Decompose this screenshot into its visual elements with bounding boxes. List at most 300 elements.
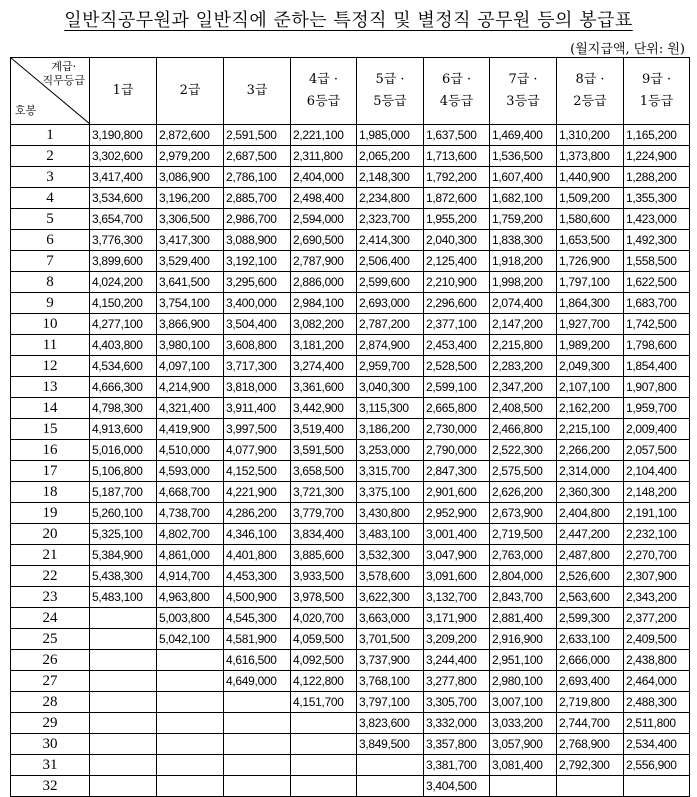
- salary-cell: 5,325,100: [90, 524, 157, 545]
- step-number-cell: 29: [11, 713, 90, 734]
- salary-cell: 3,375,100: [357, 482, 424, 503]
- salary-cell: 3,007,100: [490, 692, 557, 713]
- salary-cell: 3,132,700: [424, 587, 490, 608]
- salary-cell: 3,209,200: [424, 629, 490, 650]
- step-number-cell: 21: [11, 545, 90, 566]
- salary-cell: 2,787,900: [291, 251, 357, 272]
- step-number-cell: 20: [11, 524, 90, 545]
- salary-cell: 4,666,300: [90, 377, 157, 398]
- salary-cell: 3,047,900: [424, 545, 490, 566]
- salary-cell: 2,594,000: [291, 209, 357, 230]
- step-number-cell: 4: [11, 188, 90, 209]
- salary-cell: 2,377,100: [424, 314, 490, 335]
- salary-cell: 3,834,400: [291, 524, 357, 545]
- salary-cell: 2,404,800: [557, 503, 624, 524]
- salary-cell: 3,532,300: [357, 545, 424, 566]
- salary-cell: 2,693,000: [357, 293, 424, 314]
- salary-cell: 2,466,800: [490, 419, 557, 440]
- salary-cell: 3,253,000: [357, 440, 424, 461]
- salary-cell: 3,244,400: [424, 650, 490, 671]
- salary-cell: 2,296,600: [424, 293, 490, 314]
- column-header-line: 9급 ·: [641, 72, 672, 87]
- table-row: [11, 776, 690, 797]
- salary-cell: 2,360,300: [557, 482, 624, 503]
- salary-cell: 3,529,400: [157, 251, 224, 272]
- salary-cell: 3,417,300: [157, 230, 224, 251]
- salary-cell: 4,798,300: [90, 398, 157, 419]
- salary-cell: 4,401,800: [224, 545, 291, 566]
- salary-cell: 3,779,700: [291, 503, 357, 524]
- salary-cell: 5,384,900: [90, 545, 157, 566]
- salary-cell: 4,510,000: [157, 440, 224, 461]
- salary-cell: 2,792,300: [557, 755, 624, 776]
- salary-cell: 3,701,500: [357, 629, 424, 650]
- salary-cell: 2,984,100: [291, 293, 357, 314]
- table-row: [11, 335, 690, 356]
- salary-cell: 2,210,900: [424, 272, 490, 293]
- salary-cell: 2,673,900: [490, 503, 557, 524]
- salary-cell: 2,719,800: [557, 692, 624, 713]
- salary-cell: 3,754,100: [157, 293, 224, 314]
- step-number-cell: 13: [11, 377, 90, 398]
- salary-cell: 5,042,100: [157, 629, 224, 650]
- salary-cell: [357, 776, 424, 797]
- salary-cell: 2,886,000: [291, 272, 357, 293]
- salary-cell: 4,150,200: [90, 293, 157, 314]
- step-number-cell: 1: [11, 125, 90, 146]
- column-header-line: 6등급: [306, 94, 341, 109]
- salary-cell: 5,016,000: [90, 440, 157, 461]
- salary-cell: 2,215,100: [557, 419, 624, 440]
- salary-cell: 2,404,000: [291, 167, 357, 188]
- salary-cell: 2,626,200: [490, 482, 557, 503]
- salary-cell: 3,885,600: [291, 545, 357, 566]
- salary-cell: 3,911,400: [224, 398, 291, 419]
- column-header-line: 5급 ·: [375, 72, 405, 87]
- salary-cell: 2,447,200: [557, 524, 624, 545]
- salary-cell: 2,959,700: [357, 356, 424, 377]
- table-row: [11, 692, 690, 713]
- salary-cell: 2,408,500: [490, 398, 557, 419]
- salary-cell: 2,687,500: [224, 146, 291, 167]
- salary-cell: 2,347,200: [490, 377, 557, 398]
- salary-cell: [357, 755, 424, 776]
- salary-cell: 2,414,300: [357, 230, 424, 251]
- column-header-line: 3급: [246, 83, 268, 98]
- salary-cell: [157, 671, 224, 692]
- salary-cell: 4,097,100: [157, 356, 224, 377]
- salary-cell: 1,440,900: [557, 167, 624, 188]
- step-number-cell: 25: [11, 629, 90, 650]
- salary-cell: 5,438,300: [90, 566, 157, 587]
- salary-cell: 2,506,400: [357, 251, 424, 272]
- salary-cell: 3,274,400: [291, 356, 357, 377]
- salary-cell: 3,483,100: [357, 524, 424, 545]
- salary-cell: 3,534,600: [90, 188, 157, 209]
- salary-cell: 4,545,300: [224, 608, 291, 629]
- salary-cell: [224, 713, 291, 734]
- salary-cell: 1,989,200: [557, 335, 624, 356]
- salary-cell: 1,423,000: [624, 209, 690, 230]
- salary-cell: 4,738,700: [157, 503, 224, 524]
- table-row: [11, 503, 690, 524]
- salary-cell: 2,872,600: [157, 125, 224, 146]
- salary-cell: 2,768,900: [557, 734, 624, 755]
- salary-cell: 3,797,100: [357, 692, 424, 713]
- salary-cell: 2,744,700: [557, 713, 624, 734]
- salary-cell: 4,616,500: [224, 650, 291, 671]
- salary-cell: 3,332,000: [424, 713, 490, 734]
- column-header: [224, 58, 291, 125]
- salary-cell: 2,881,400: [490, 608, 557, 629]
- salary-cell: 2,847,300: [424, 461, 490, 482]
- salary-cell: 2,107,100: [557, 377, 624, 398]
- table-row: [11, 419, 690, 440]
- salary-cell: 1,872,600: [424, 188, 490, 209]
- table-row: [11, 629, 690, 650]
- salary-cell: 2,307,900: [624, 566, 690, 587]
- salary-cell: 3,721,300: [291, 482, 357, 503]
- salary-cell: 4,593,000: [157, 461, 224, 482]
- salary-cell: 3,818,000: [224, 377, 291, 398]
- step-number-cell: 12: [11, 356, 90, 377]
- salary-cell: 1,838,300: [490, 230, 557, 251]
- salary-cell: 2,666,000: [557, 650, 624, 671]
- salary-cell: 4,286,200: [224, 503, 291, 524]
- salary-cell: 4,802,700: [157, 524, 224, 545]
- salary-cell: 4,963,800: [157, 587, 224, 608]
- salary-cell: 2,323,700: [357, 209, 424, 230]
- salary-cell: 2,049,300: [557, 356, 624, 377]
- salary-cell: 1,580,600: [557, 209, 624, 230]
- salary-cell: [90, 608, 157, 629]
- salary-cell: 3,033,200: [490, 713, 557, 734]
- table-row: [11, 671, 690, 692]
- salary-cell: 4,059,500: [291, 629, 357, 650]
- salary-cell: 2,009,400: [624, 419, 690, 440]
- salary-cell: 1,998,200: [490, 272, 557, 293]
- step-number-cell: 3: [11, 167, 90, 188]
- salary-cell: 3,717,300: [224, 356, 291, 377]
- salary-cell: 3,196,200: [157, 188, 224, 209]
- salary-cell: 2,665,800: [424, 398, 490, 419]
- salary-cell: 3,381,700: [424, 755, 490, 776]
- salary-cell: [90, 713, 157, 734]
- table-row: [11, 524, 690, 545]
- salary-cell: 3,186,200: [357, 419, 424, 440]
- salary-cell: 3,663,000: [357, 608, 424, 629]
- salary-cell: 5,106,800: [90, 461, 157, 482]
- table-row: [11, 482, 690, 503]
- table-row: [11, 293, 690, 314]
- salary-cell: [90, 776, 157, 797]
- salary-cell: 4,913,600: [90, 419, 157, 440]
- salary-cell: 2,221,100: [291, 125, 357, 146]
- step-number-cell: 5: [11, 209, 90, 230]
- salary-cell: 2,874,900: [357, 335, 424, 356]
- salary-cell: [291, 776, 357, 797]
- salary-cell: 1,918,200: [490, 251, 557, 272]
- salary-cell: 2,885,700: [224, 188, 291, 209]
- salary-cell: 1,469,400: [490, 125, 557, 146]
- salary-cell: 2,979,200: [157, 146, 224, 167]
- salary-cell: 2,591,500: [224, 125, 291, 146]
- salary-cell: [557, 776, 624, 797]
- step-number-cell: 17: [11, 461, 90, 482]
- page-title-text: 일반직공무원과 일반직에 준하는 특정직 및 별정직 공무원 등의 봉급표: [64, 10, 633, 31]
- salary-cell: 2,693,400: [557, 671, 624, 692]
- table-row: [11, 587, 690, 608]
- salary-cell: 2,125,400: [424, 251, 490, 272]
- table-row: [11, 125, 690, 146]
- table-row: [11, 146, 690, 167]
- salary-cell: 1,310,200: [557, 125, 624, 146]
- salary-cell: 3,823,600: [357, 713, 424, 734]
- salary-cell: 3,181,200: [291, 335, 357, 356]
- salary-cell: 2,843,700: [490, 587, 557, 608]
- column-header: [424, 58, 490, 125]
- salary-cell: 4,152,500: [224, 461, 291, 482]
- salary-cell: 3,417,400: [90, 167, 157, 188]
- salary-cell: [224, 692, 291, 713]
- salary-cell: 2,488,300: [624, 692, 690, 713]
- salary-cell: [90, 755, 157, 776]
- salary-cell: 4,077,900: [224, 440, 291, 461]
- salary-cell: [291, 755, 357, 776]
- salary-cell: 3,737,900: [357, 650, 424, 671]
- table-row: [11, 251, 690, 272]
- salary-cell: 4,277,100: [90, 314, 157, 335]
- salary-cell: 4,321,400: [157, 398, 224, 419]
- salary-cell: 3,305,700: [424, 692, 490, 713]
- salary-cell: 5,260,100: [90, 503, 157, 524]
- salary-cell: 4,092,500: [291, 650, 357, 671]
- salary-cell: 4,668,700: [157, 482, 224, 503]
- salary-cell: 2,804,000: [490, 566, 557, 587]
- salary-cell: 2,487,800: [557, 545, 624, 566]
- table-row: [11, 230, 690, 251]
- salary-cell: 3,933,500: [291, 566, 357, 587]
- step-number-cell: 2: [11, 146, 90, 167]
- salary-cell: 4,151,700: [291, 692, 357, 713]
- salary-cell: 2,786,100: [224, 167, 291, 188]
- salary-cell: 2,951,100: [490, 650, 557, 671]
- salary-cell: 4,024,200: [90, 272, 157, 293]
- salary-cell: 2,270,700: [624, 545, 690, 566]
- step-number-cell: 14: [11, 398, 90, 419]
- salary-cell: 1,907,800: [624, 377, 690, 398]
- table-body: [11, 125, 690, 797]
- salary-cell: 4,914,700: [157, 566, 224, 587]
- table-row: [11, 461, 690, 482]
- salary-cell: 4,214,900: [157, 377, 224, 398]
- salary-cell: 3,997,500: [224, 419, 291, 440]
- salary-cell: 1,955,200: [424, 209, 490, 230]
- salary-cell: 3,086,900: [157, 167, 224, 188]
- table-row: [11, 440, 690, 461]
- salary-cell: 2,498,400: [291, 188, 357, 209]
- table-row: [11, 356, 690, 377]
- salary-cell: 2,409,500: [624, 629, 690, 650]
- step-number-cell: 27: [11, 671, 90, 692]
- salary-cell: 3,430,800: [357, 503, 424, 524]
- salary-cell: 1,373,800: [557, 146, 624, 167]
- salary-cell: 1,607,400: [490, 167, 557, 188]
- salary-cell: [157, 713, 224, 734]
- salary-cell: 5,003,800: [157, 608, 224, 629]
- salary-cell: [157, 755, 224, 776]
- salary-cell: 3,654,700: [90, 209, 157, 230]
- salary-cell: 1,536,500: [490, 146, 557, 167]
- salary-cell: 3,171,900: [424, 608, 490, 629]
- salary-cell: 2,040,300: [424, 230, 490, 251]
- step-number-cell: 26: [11, 650, 90, 671]
- salary-cell: 2,730,000: [424, 419, 490, 440]
- salary-cell: [90, 629, 157, 650]
- column-header: [624, 58, 690, 125]
- salary-cell: 3,591,500: [291, 440, 357, 461]
- salary-cell: 2,526,600: [557, 566, 624, 587]
- step-number-cell: 19: [11, 503, 90, 524]
- salary-cell: 4,534,600: [90, 356, 157, 377]
- step-number-cell: 22: [11, 566, 90, 587]
- table-row: [11, 608, 690, 629]
- step-number-cell: 30: [11, 734, 90, 755]
- salary-cell: 1,637,500: [424, 125, 490, 146]
- salary-cell: 2,074,400: [490, 293, 557, 314]
- salary-cell: 4,122,800: [291, 671, 357, 692]
- step-number-cell: 15: [11, 419, 90, 440]
- salary-cell: [157, 692, 224, 713]
- salary-cell: 3,190,800: [90, 125, 157, 146]
- salary-cell: 3,658,500: [291, 461, 357, 482]
- salary-cell: 1,288,200: [624, 167, 690, 188]
- salary-cell: 1,224,900: [624, 146, 690, 167]
- salary-cell: [224, 776, 291, 797]
- step-number-cell: 18: [11, 482, 90, 503]
- salary-cell: 1,653,500: [557, 230, 624, 251]
- salary-cell: [90, 692, 157, 713]
- column-header-line: 2급: [179, 83, 201, 98]
- salary-cell: 4,649,000: [224, 671, 291, 692]
- step-number-cell: 8: [11, 272, 90, 293]
- salary-cell: 1,726,900: [557, 251, 624, 272]
- salary-cell: 3,849,500: [357, 734, 424, 755]
- step-number-cell: 7: [11, 251, 90, 272]
- salary-cell: 2,790,000: [424, 440, 490, 461]
- table-row: [11, 188, 690, 209]
- salary-cell: [157, 776, 224, 797]
- salary-cell: 2,901,600: [424, 482, 490, 503]
- salary-cell: 1,797,100: [557, 272, 624, 293]
- salary-cell: 3,001,400: [424, 524, 490, 545]
- column-header: [157, 58, 224, 125]
- table-row: [11, 377, 690, 398]
- salary-cell: 1,864,300: [557, 293, 624, 314]
- salary-cell: 4,346,100: [224, 524, 291, 545]
- salary-cell: 3,768,100: [357, 671, 424, 692]
- salary-cell: 2,191,100: [624, 503, 690, 524]
- salary-cell: 3,192,100: [224, 251, 291, 272]
- step-number-cell: 10: [11, 314, 90, 335]
- salary-cell: 2,980,100: [490, 671, 557, 692]
- salary-cell: 1,492,300: [624, 230, 690, 251]
- column-header-line: 2등급: [573, 94, 607, 109]
- column-header-line: 5등급: [373, 94, 407, 109]
- salary-cell: 1,959,700: [624, 398, 690, 419]
- column-header-line: 1급: [112, 83, 134, 98]
- salary-cell: 2,599,300: [557, 608, 624, 629]
- step-number-cell: 16: [11, 440, 90, 461]
- salary-cell: 4,020,700: [291, 608, 357, 629]
- column-header-line: 7급 ·: [508, 72, 538, 87]
- salary-cell: 2,057,500: [624, 440, 690, 461]
- salary-cell: [224, 755, 291, 776]
- salary-cell: 2,343,200: [624, 587, 690, 608]
- salary-cell: 3,978,500: [291, 587, 357, 608]
- salary-cell: 2,534,400: [624, 734, 690, 755]
- salary-cell: 4,403,800: [90, 335, 157, 356]
- table-row: [11, 734, 690, 755]
- salary-cell: 2,283,200: [490, 356, 557, 377]
- salary-cell: 3,504,400: [224, 314, 291, 335]
- corner-header-cell: [11, 58, 90, 125]
- table-row: [11, 314, 690, 335]
- column-header: [291, 58, 357, 125]
- salary-cell: [90, 734, 157, 755]
- salary-cell: 3,091,600: [424, 566, 490, 587]
- salary-cell: 1,798,600: [624, 335, 690, 356]
- salary-cell: 2,556,900: [624, 755, 690, 776]
- salary-cell: 2,377,200: [624, 608, 690, 629]
- step-number-cell: 9: [11, 293, 90, 314]
- salary-cell: 3,578,600: [357, 566, 424, 587]
- salary-cell: 3,057,900: [490, 734, 557, 755]
- table-row: [11, 209, 690, 230]
- grade-axis-label: [42, 60, 85, 88]
- salary-cell: 3,400,000: [224, 293, 291, 314]
- salary-cell: 3,442,900: [291, 398, 357, 419]
- salary-cell: 2,563,600: [557, 587, 624, 608]
- salary-cell: 4,500,900: [224, 587, 291, 608]
- salary-cell: 2,719,500: [490, 524, 557, 545]
- salary-cell: 2,511,800: [624, 713, 690, 734]
- step-number-cell: 31: [11, 755, 90, 776]
- salary-cell: 4,221,900: [224, 482, 291, 503]
- salary-cell: 2,148,300: [357, 167, 424, 188]
- salary-cell: 2,232,100: [624, 524, 690, 545]
- salary-cell: 3,302,600: [90, 146, 157, 167]
- salary-cell: 1,985,000: [357, 125, 424, 146]
- salary-cell: 2,528,500: [424, 356, 490, 377]
- salary-cell: 2,763,000: [490, 545, 557, 566]
- salary-cell: 2,065,200: [357, 146, 424, 167]
- salary-cell: 3,608,800: [224, 335, 291, 356]
- table-row: [11, 650, 690, 671]
- salary-cell: 1,742,500: [624, 314, 690, 335]
- salary-cell: 4,581,900: [224, 629, 291, 650]
- step-number-cell: 24: [11, 608, 90, 629]
- column-header-line: 4등급: [439, 94, 474, 109]
- column-header: [90, 58, 157, 125]
- table-row: [11, 167, 690, 188]
- salary-cell: 2,147,200: [490, 314, 557, 335]
- salary-cell: 1,355,300: [624, 188, 690, 209]
- table-row: [11, 272, 690, 293]
- column-header-line: 4급 ·: [308, 72, 339, 87]
- salary-cell: 2,633,100: [557, 629, 624, 650]
- step-axis-label: 호봉: [15, 104, 37, 117]
